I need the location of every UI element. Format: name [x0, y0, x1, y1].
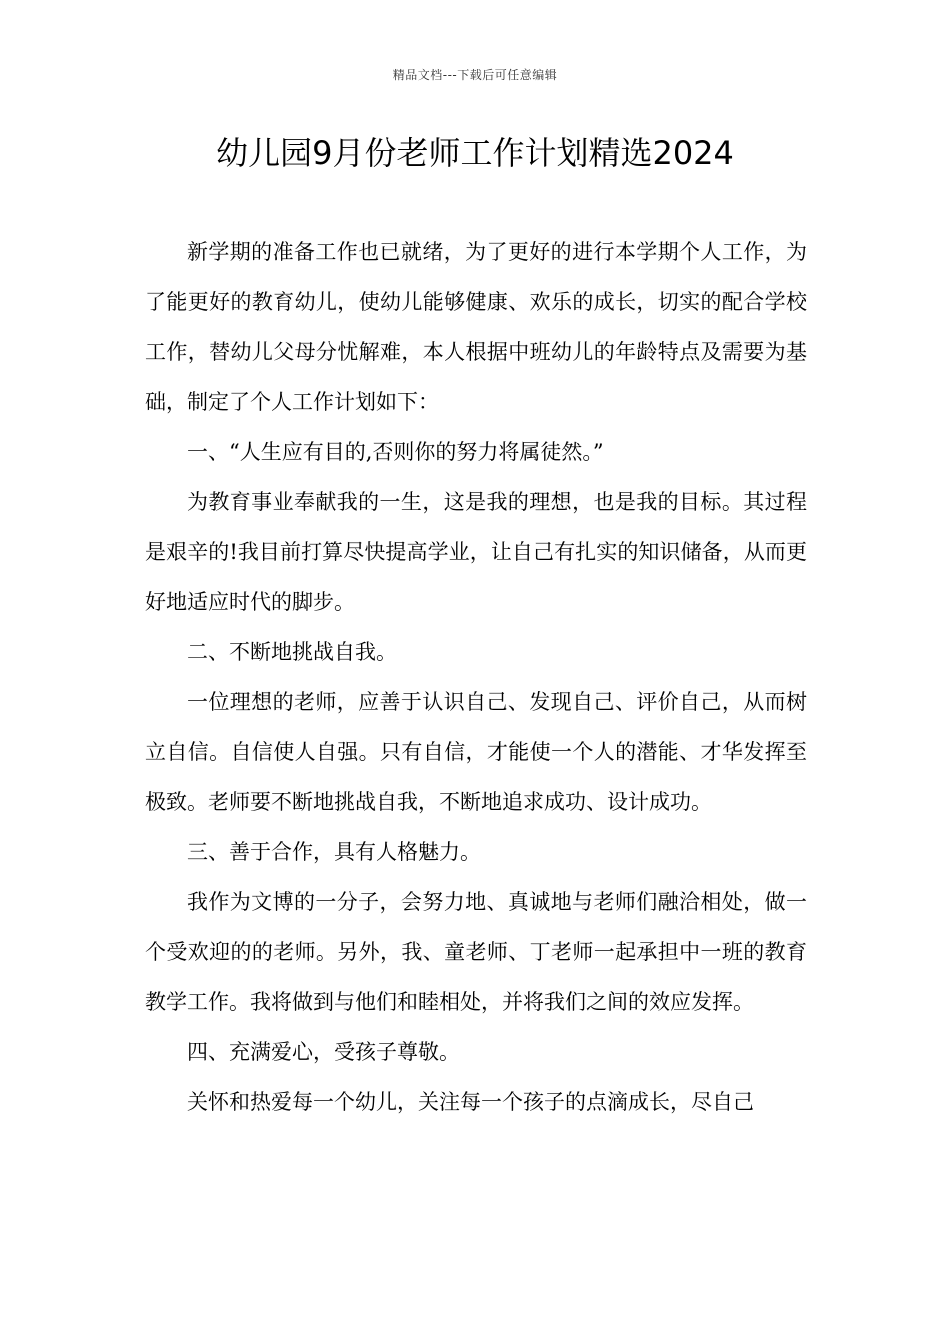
section-heading-4: 四、充满爱心，受孩子尊敬。: [187, 1040, 460, 1064]
paragraph-section-1: 为教育事业奉献我的一生，这是我的理想，也是我的目标。其过程是艰辛的!我目前打算尽快提高学业，让自己有扎实的知识储备，从而更好地适应时代的脚步。: [145, 490, 807, 614]
section-heading-3: 三、善于合作，具有人格魅力。: [187, 840, 481, 864]
section-heading-2: 二、不断地挑战自我。: [187, 640, 397, 664]
page-title: 幼儿园9月份老师工作计划精选2024: [216, 134, 734, 172]
document-body: [145, 227, 807, 1127]
paragraph-section-4: 关怀和热爱每一个幼儿，关注每一个孩子的点滴成长，尽自己: [187, 1090, 754, 1114]
paragraph-intro: 新学期的准备工作也已就绪，为了更好的进行本学期个人工作，为了能更好的教育幼儿，使幼儿能够健康、欢乐的成长，切实的配合学校工作，替幼儿父母分忧解难，本人根据中班幼儿的年龄特点及需要为基础，制定了个人工作计划如下：: [145, 240, 807, 414]
paragraph-section-3: 我作为文博的一分子，会努力地、真诚地与老师们融洽相处，做一个受欢迎的的老师。另外，我、童老师、丁老师一起承担中一班的教育教学工作。我将做到与他们和睦相处，并将我们之间的效应发挥。: [145, 890, 807, 1014]
section-heading-1: 一、“人生应有目的,否则你的努力将属徒然。”: [187, 440, 604, 464]
header-note: 精品文档---下载后可任意编辑: [392, 68, 558, 82]
paragraph-section-2: 一位理想的老师，应善于认识自己、发现自己、评价自己，从而树立自信。自信使人自强。只有自信，才能使一个人的潜能、才华发挥至极致。老师要不断地挑战自我，不断地追求成功、设计成功。: [145, 690, 807, 814]
